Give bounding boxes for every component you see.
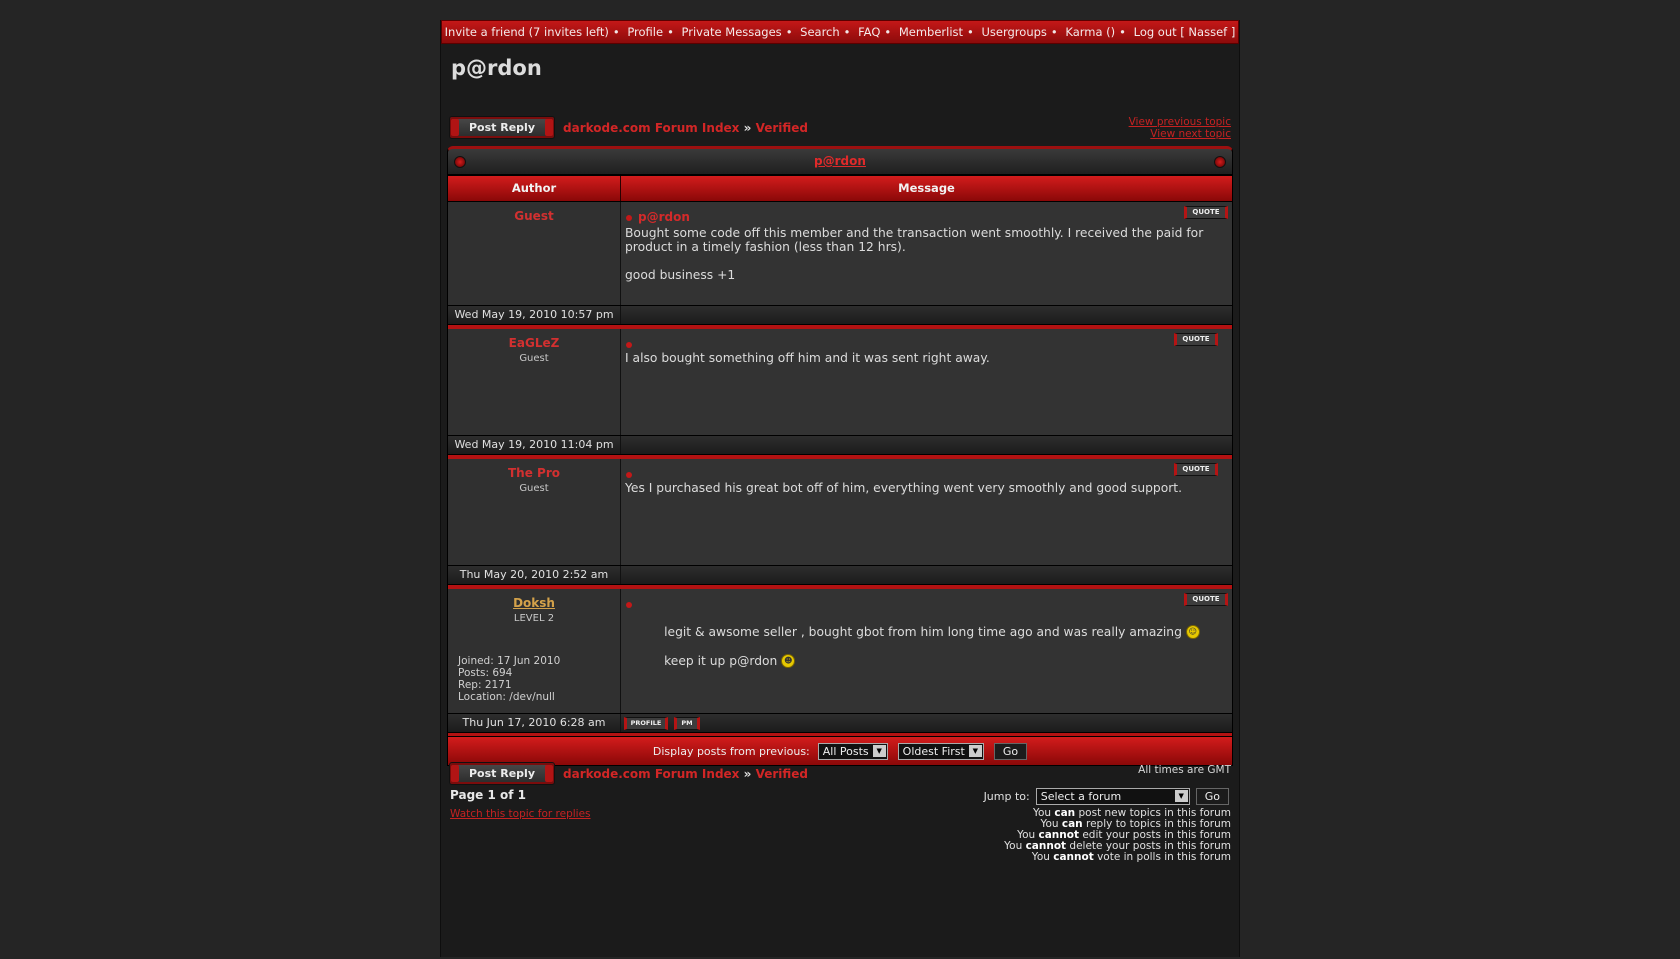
display-range-select[interactable]: All Posts ▼	[818, 743, 888, 760]
breadcrumb-forum-link[interactable]: Verified	[755, 767, 808, 781]
post-footer-row	[447, 714, 1233, 733]
post-footer-actions	[621, 714, 1232, 732]
post-body: Bought some code off this member and the transaction went smoothly. I received the paid for product in a timely fashion (less than 12 hrs). good business +1	[625, 226, 1204, 282]
post-row	[447, 202, 1233, 306]
post-author-rank: LEVEL 2	[513, 613, 555, 624]
quote-button[interactable]: QUOTE	[1174, 463, 1218, 476]
permission-line: You can reply to topics in this forum	[1040, 818, 1231, 830]
author-rep: Rep: 2171	[458, 679, 512, 691]
post-reply-button-bottom[interactable]: Post Reply	[449, 762, 555, 785]
post-author-cell	[448, 329, 621, 435]
post-author-rank: Guest	[519, 353, 549, 364]
post-body-second	[625, 640, 1218, 682]
post-author-name[interactable]: EaGLeZ	[508, 336, 560, 350]
post-footer-row	[447, 306, 1233, 325]
post-subject	[626, 337, 638, 351]
permission-line: You cannot delete your posts in this forum	[1004, 840, 1231, 852]
author-location: Location: /dev/null	[458, 691, 555, 703]
usergroups-link[interactable]: Usergroups	[981, 25, 1047, 39]
post-author-cell	[448, 202, 621, 305]
wink-emoticon-icon: ☻	[781, 654, 795, 668]
logout-link[interactable]: Log out [ Nassef ]	[1133, 25, 1236, 39]
post-subject	[626, 597, 638, 611]
post-bullet-icon	[626, 602, 632, 608]
jump-label: Jump to:	[983, 790, 1030, 803]
forum-container	[440, 20, 1240, 957]
right-ornament-icon	[1214, 156, 1226, 168]
author-column-header: Author	[448, 176, 621, 201]
message-column-header: Message	[898, 181, 955, 195]
post-author-cell	[448, 459, 621, 565]
private-messages-link[interactable]: Private Messages	[681, 25, 782, 39]
post-body-line: legit & awsome seller , bought gbot from him long time ago and was really amazing	[664, 625, 1182, 639]
post-body: I also bought something off him and it was sent right away.	[625, 351, 990, 365]
post-footer-row	[447, 436, 1233, 455]
top-nav-bar: Invite a friend (7 invites left) • Profile • Private Messages • Search • FAQ • Memberlist • Usergroups • Karma () • Log out [ Nassef ]	[441, 20, 1239, 44]
topic-title-bar	[447, 146, 1233, 175]
pagination: Page 1 of 1	[450, 788, 526, 802]
topic-nav-links	[1129, 116, 1231, 140]
author-joined: Joined: 17 Jun 2010	[458, 655, 561, 667]
post-footer-row	[447, 566, 1233, 585]
quote-button[interactable]: QUOTE	[1184, 593, 1228, 606]
post-bullet-icon	[626, 472, 632, 478]
display-go-button[interactable]: Go	[994, 743, 1027, 760]
jump-go-button[interactable]: Go	[1196, 788, 1229, 805]
profile-link[interactable]: Profile	[627, 25, 664, 39]
breadcrumb-forum-link[interactable]: Verified	[755, 121, 808, 135]
quote-button[interactable]: QUOTE	[1174, 333, 1218, 346]
post-date: Thu May 20, 2010 2:52 am	[448, 566, 621, 584]
left-ornament-icon	[454, 156, 466, 168]
table-header-row	[447, 175, 1233, 202]
post-reply-button[interactable]: Post Reply	[449, 116, 555, 139]
post-subject-text: p@rdon	[638, 210, 690, 224]
breadcrumb	[563, 121, 808, 135]
display-label: Display posts from previous:	[652, 744, 810, 758]
post-bullet-icon	[626, 342, 632, 348]
author-posts: Posts: 694	[458, 667, 513, 679]
profile-button[interactable]: PROFILE	[624, 717, 668, 730]
post-row	[447, 329, 1233, 436]
sort-order-select[interactable]: Oldest First ▼	[898, 743, 984, 760]
breadcrumb-index-link[interactable]: darkode.com Forum Index	[563, 121, 740, 135]
breadcrumb-index-link[interactable]: darkode.com Forum Index	[563, 767, 740, 781]
post-message-cell	[621, 329, 1232, 435]
timezone-note: All times are GMT	[1138, 764, 1231, 776]
memberlist-link[interactable]: Memberlist	[898, 25, 964, 39]
permission-line: You cannot edit your posts in this forum	[1017, 829, 1231, 841]
post-footer-actions	[621, 566, 1232, 584]
breadcrumb-separator: »	[743, 121, 752, 135]
post-row	[447, 459, 1233, 566]
post-body-line: keep it up p@rdon	[664, 654, 778, 668]
jump-forum-select[interactable]: Select a forum ▼	[1036, 788, 1190, 805]
permission-line: You cannot vote in polls in this forum	[1031, 851, 1231, 863]
jump-to-form	[984, 788, 1229, 805]
post-date: Wed May 19, 2010 11:04 pm	[448, 436, 621, 454]
permission-line: You can post new topics in this forum	[1032, 807, 1231, 819]
post-message-cell	[621, 202, 1232, 305]
post-row	[447, 589, 1233, 714]
breadcrumb-separator: »	[743, 767, 752, 781]
post-date: Wed May 19, 2010 10:57 pm	[448, 306, 621, 324]
quote-button[interactable]: QUOTE	[1184, 206, 1228, 219]
post-message-cell	[621, 589, 1232, 713]
display-options-bar	[447, 736, 1233, 766]
post-author-name[interactable]: Guest	[514, 209, 554, 223]
topic-title-link[interactable]: p@rdon	[814, 154, 866, 168]
post-message-cell	[621, 459, 1232, 565]
permissions-list	[1004, 808, 1231, 863]
post-subject	[626, 210, 690, 224]
breadcrumb-bottom	[563, 767, 808, 781]
previous-topic-link[interactable]: View previous topic	[1128, 116, 1231, 128]
watch-topic-link[interactable]: Watch this topic for replies	[450, 808, 591, 820]
post-date: Thu Jun 17, 2010 6:28 am	[448, 714, 621, 732]
karma-link[interactable]: Karma ()	[1065, 25, 1116, 39]
smile-emoticon-icon: ☺	[1186, 625, 1200, 639]
post-bullet-icon	[626, 215, 632, 221]
post-author-rank: Guest	[519, 483, 549, 494]
post-footer-actions	[621, 436, 1232, 454]
next-topic-link[interactable]: View next topic	[1150, 128, 1231, 140]
invite-link[interactable]: Invite a friend (7 invites left)	[444, 25, 609, 39]
post-author-cell	[448, 589, 621, 713]
page-title: p@rdon	[451, 56, 542, 80]
post-author-name[interactable]: The Pro	[507, 466, 560, 480]
search-link[interactable]: Search	[800, 25, 840, 39]
pm-button[interactable]: PM	[674, 717, 700, 730]
post-author-name[interactable]: Doksh	[513, 596, 555, 610]
faq-link[interactable]: FAQ	[858, 25, 881, 39]
post-body: Yes I purchased his great bot off of him, everything went very smoothly and good support.	[625, 481, 1183, 495]
topic-table	[447, 146, 1233, 766]
post-author-info	[458, 655, 560, 703]
post-subject	[626, 467, 638, 481]
post-footer-actions	[621, 306, 1232, 324]
